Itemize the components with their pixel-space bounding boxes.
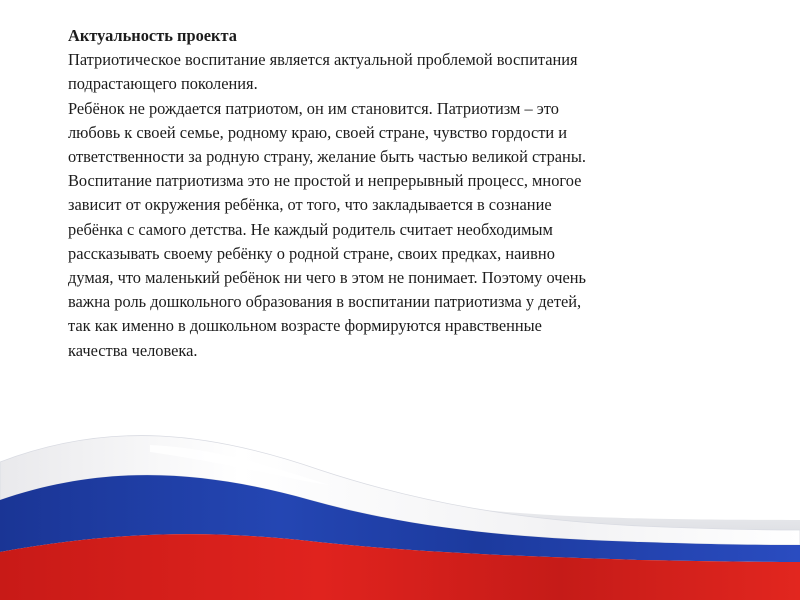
text-line: Воспитание патриотизма это не простой и непрерывный процесс, многое bbox=[68, 171, 582, 191]
text-line: ответственности за родную страну, желание быть частью великой страны. bbox=[68, 147, 586, 167]
text-line: зависит от окружения ребёнка, от того, что закладывается в сознание bbox=[68, 195, 552, 215]
text-line: качества человека. bbox=[68, 340, 198, 360]
text-line: так как именно в дошкольном возрасте формируются нравственные bbox=[68, 316, 542, 336]
text-line: Патриотическое воспитание является актуальной проблемой воспитания bbox=[68, 50, 578, 70]
slide-text-block bbox=[68, 24, 728, 363]
text-line: думая, что маленький ребёнок ни чего в этом не понимает. Поэтому очень bbox=[68, 268, 586, 288]
text-line: ребёнка с самого детства. Не каждый родитель считает необходимым bbox=[68, 219, 553, 239]
text-line: рассказывать своему ребёнку о родной стране, своих предках, наивно bbox=[68, 243, 555, 263]
slide-heading: Актуальность проекта bbox=[68, 26, 237, 45]
text-line: любовь к своей семье, родному краю, своей стране, чувство гордости и bbox=[68, 122, 568, 142]
text-line: важна роль дошкольного образования в воспитании патриотизма у детей, bbox=[68, 292, 582, 312]
text-line: Ребёнок не рождается патриотом, он им становится. Патриотизм – это bbox=[68, 98, 559, 118]
text-line: подрастающего поколения. bbox=[68, 74, 258, 94]
